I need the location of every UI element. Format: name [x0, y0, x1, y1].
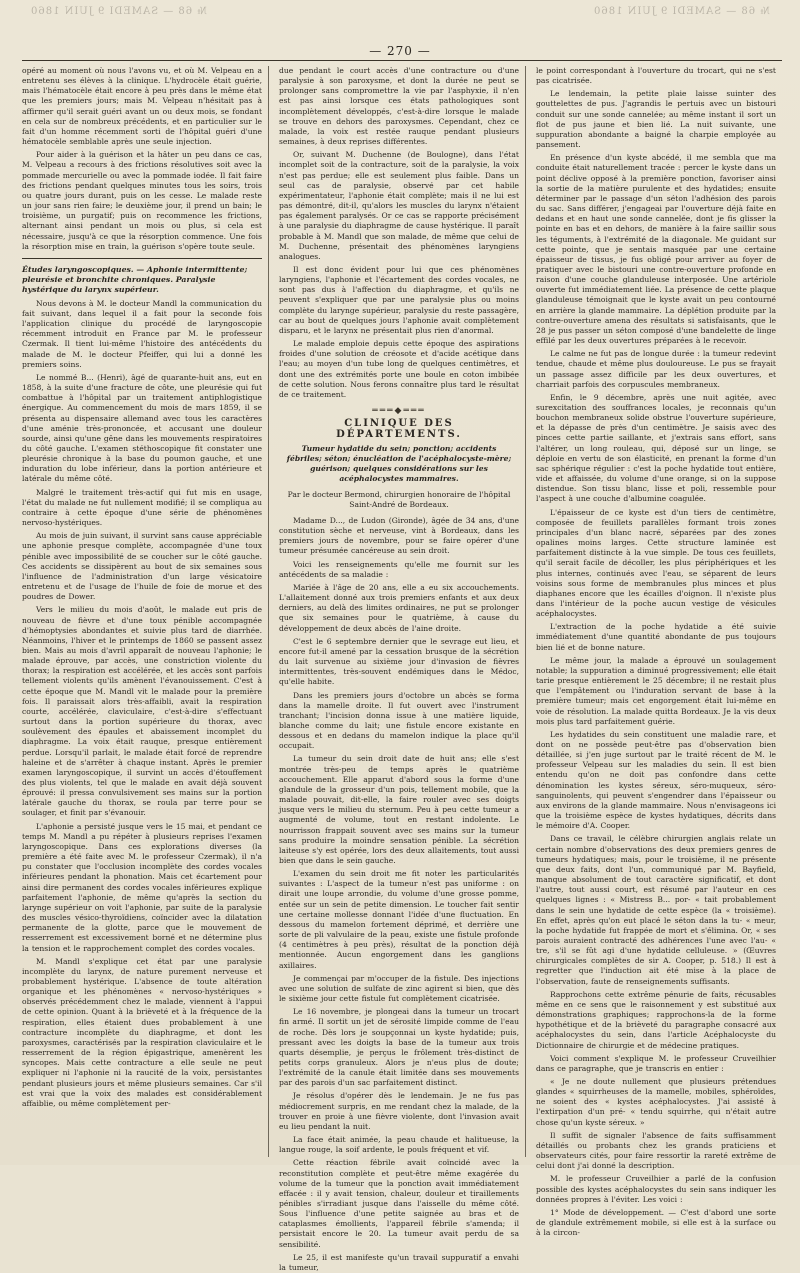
text-columns: [22, 66, 782, 1272]
ornament-divider: ═══◆═══: [372, 406, 426, 416]
column-3: [536, 66, 782, 1238]
paragraph: Voici comment s'explique M. le professeur Cruveilhier dans ce paragraphe, que je transcris en entier :: [536, 1053, 776, 1073]
paragraph: La tumeur du sein droit date de huit ans; elle s'est montrée très-peu de temps après le quatrième accouchement. Elle apparut d'abord sous la forme d'une glandule de la grosseur d'un pois, tellement mobile, que la malade pouvait, dit-elle, la faire rouler avec ses doigts jusque vers le milieu du sternum. Peu à peu cette tumeur a augmenté de volume, tout en restant indolente. Le nourrisson frappait souvent avec ses mains sur la tumeur sans produire la moindre sensation pénible. La sécrétion laiteuse s'y est opérée, lors des deux allaitements, tout aussi bien que dans le sein gauche.: [279, 754, 519, 865]
paragraph: Je résolus d'opérer dès le lendemain. Je ne fus pas médiocrement surpris, en me rendant chez la malade, de la trouver en proie à une fièvre violente, dont l'invasion avait eu lieu pendant la nuit.: [279, 1091, 519, 1131]
paragraph: Les hydatides du sein constituent une maladie rare, et dont on ne possède peut-être pas d'observation bien détaillée, si j'en juge surtout par le traité récent de M. le professeur Velpeau sur les maladies du sein. Il est bien entendu qu'on ne doit pas confondre dans cette dénomination les kystes séreux, séro-muqueux, séro-sanguinolents, qui peuvent s'engendrer dans l'épaisseur ou aux environs de la glande mammaire. Nous n'envisageons ici que la troisième espèce de kystes hydatiques, décrits dans le mémoire d'A. Cooper.: [536, 729, 776, 831]
column-2: [279, 66, 526, 1272]
paragraph: En présence d'un kyste abcédé, il me sembla que ma conduite était naturellement tracée : percer le kyste dans un point déclive opposé à la première ponction, favoriser ainsi la sortie de la matière purulente et des hydatides; ensuite déterminer par le passage d'un séton l'adhésion des parois du sac. Sans différer, j'engageai par l'ouverture déjà faite en dedans et en haut une sonde cannelée, dont je fis glisser la pointe en bas et en dehors, de manière à la faire saillir sous les téguments, à l'extrémité de la diagonale. Me guidant sur cette pointe, que je sentais masquée par une certaine épaisseur de tissus, je fus obligé pour arriver au foyer de pratiquer avec le bistouri une contre-ouverture profonde en raison d'une couche glanduleuse interposée. Une artériole ouverte fut immédiatement liée. La présence de cette plaque glanduleuse témoignait que le kyste avait un peu contourné en arrière la glande mammaire. La déplétion produite par la contre-ouverture amena des résultats si satisfaisants, que le 28 je pus passer un séton composé d'une bandelette de linge effilé par les deux ouvertures préparées à le recevoir.: [536, 153, 776, 346]
bleed-through-stamp-left: № 68 — SAMEDI 9 JUIN 1860: [30, 6, 207, 17]
paragraph: opéré au moment où nous l'avons vu, et où M. Velpeau en a entretenu ses élèves à la clinique. L'hydrocèle était guérie, mais l'hématocèle était encore à peu près dans le même état que les premiers jours; mais M. Velpeau n'hésitait pas à affirmer qu'il serait guéri avant un ou deux mois, se fondant en cela sur de nombreux précédents, et en particulier sur le fait d'un homme récemment sorti de l'hôpital guéri d'une hématocèle semblable après une seule injection.: [22, 66, 262, 147]
paragraph: Madame D..., de Ludon (Gironde), âgée de 34 ans, d'une constitution sèche et nerveuse, vint à Bordeaux, dans les premiers jours de novembre, pour se faire opérer d'une tumeur présumée cancéreuse au sein droit.: [279, 516, 519, 556]
article-subtitle: Tumeur hydatide du sein; ponction; accidents fébriles; séton; énucléation de l'acéphalocyste-mère; guérison; quelques considérations sur les acéphalocystes mammaires.: [286, 444, 512, 483]
paragraph: Dans ce travail, le célèbre chirurgien anglais relate un certain nombre d'observations des deux premiers genres de tumeurs hydatiques; mais, pour le troisième, il ne présente que deux faits, dont l'un, communiqué par M. Bayfield, manque absolument de tout caractère significatif, et dont l'autre, tout aussi court, est résumé par l'auteur en ces quelques lignes : « Mistress B... por- « tait probablement dans le sein une hydatide de cette espèce (la « troisième). En effet, après qu'on eut placé le séton dans la tu- « meur, la poche hydatide fut frappée de mort et s'élimina. Or, « ses parois auraient contracté des adhérences l'une avec l'au- « tre, s'il se fût agi d'une hydatide celluleuse. » (Œuvres chirurgicales complètes de sir A. Cooper, p. 518.) Il est à regretter que l'induction ait été mise à la place de l'observation, faute de renseignements suffisants.: [536, 834, 776, 986]
paragraph: Le 25, il est manifeste qu'un travail suppuratif a envahi la tumeur,: [279, 1252, 519, 1272]
column-1: [22, 66, 269, 1157]
paragraph: M. le professeur Cruveilhier a parlé de la confusion possible des kystes acéphalocystes du sein sans indiquer les données propres à l'éviter. Les voici :: [536, 1174, 776, 1204]
paragraph: La face était animée, la peau chaude et halitueuse, la langue rouge, la soif ardente, le pouls fréquent et vif.: [279, 1135, 519, 1155]
article-author: Par le docteur Bermond, chirurgien honoraire de l'hôpital Saint-André de Bordeaux.: [287, 490, 511, 509]
section-rule: [22, 258, 262, 259]
paragraph: M. Mandl s'explique cet état par une paralysie incomplète du larynx, de nature purement nerveuse et probablement hystérique. L'absence de toute altération organique et les phénomènes « nervoso-hystériques » observés précédemment chez le malade, viennent à l'appui de cette opinion. Quant à la brièveté et à la fréquence de la respiration, elles étaient dues probablement à une contracture incomplète du diaphragme, et dont les paroxysmes, caractérisés par la respiration claviculaire et le resserrement de la région épigastrique, amenèrent les syncopes. Mais cette contracture a elle seule ne peut expliquer ni l'aphonie ni la raucité de la voix, persistantes pendant plusieurs jours et même plusieurs semaines. Car s'il est vrai que la voix des malades est considérablement affaiblie, ou même complètement per-: [22, 956, 262, 1108]
paragraph: Vers le milieu du mois d'août, le malade eut pris de nouveau de fièvre et d'une toux pénible accompagnée d'hémoptysies abondantes et suivie plus tard de diarrhée. Néanmoins, l'hiver et le printemps de 1860 se passent assez bien. Mais au mois d'avril apparaît de nouveau l'aphonie; le malade éprouve, par accès, une constriction violente du thorax; la respiration est accélérée, et les accès sont parfois tellement violents qu'ils amènent l'évanouissement. C'est à cette époque que M. Mandl vit le malade pour la première fois. Il paraissait alors très-affaibli, avait la respiration courte, accélérée, claviculaire, c'est-à-dire s'effectuant surtout dans la portion supérieure du thorax, avec soulèvement des épaules et abaissement incomplet du diaphragme. La voix était rauque, presque entièrement perdue. Lorsqu'il parlait, le malade était forcé de reprendre haleine et de s'arrêter à chaque instant. Après le premier examen laryngoscopique, il survint un accès d'étouffement des plus violents, tel que le malade en avait déjà souvent éprouvé: il pressa convulsivement ses mains sur la portion latérale gauche du thorax, se roula par terre pour se soulager, et finit par s'évanouir.: [22, 605, 262, 818]
paragraph: Mariée à l'âge de 20 ans, elle a eu six accouchements. L'allaitement donné aux trois premiers enfants et aux deux derniers, au delà des limites ordinaires, ne put se prolonger que six semaines pour le quatrième, à cause du développement de deux abcès de l'aine droite.: [279, 582, 519, 633]
paragraph: Il suffit de signaler l'absence de faits suffisamment détaillés ou probants chez les grands praticiens et observateurs cités, pour faire ressortir la rareté extrême de celui dont j'ai donné la description.: [536, 1130, 776, 1171]
paragraph: Dans les premiers jours d'octobre un abcès se forma dans la mamelle droite. Il fut ouvert avec l'instrument tranchant; l'incision donna issue à une matière liquide, blanche comme du lait; une fistule encore existante en dessous et en dedans du mamelon indique la place qu'il occupait.: [279, 690, 519, 751]
paragraph: Enfin, le 9 décembre, après une nuit agitée, avec surexcitation des souffrances locales, je reconnais qu'un bouchon membraneux solide obstrue l'ouverture supérieure, et la dépasse de près d'un centimètre. Je saisis avec des pinces cette partie saillante, et j'extrais sans effort, sans l'altérer, un long rouleau, qui, déposé sur un linge, se déploie en vertu de son élasticité, en prenant la forme d'un sac sphérique régulier : c'est la poche hydatide tout entière, vide et affaissée, du volume d'une orange, si on la suppose distendue. Son tissu blanc, lisse et poli, ressemble pour l'aspect à une couche d'albumine coagulée.: [536, 392, 776, 504]
paragraph: Il est donc évident pour lui que ces phénomènes laryngiens, l'aphonie et l'écartement des cordes vocales, ne sont pas dus à l'affection du diaphragme, et qu'ils ne peuvent s'expliquer que par une paralysie plus ou moins complète du larynge supérieur, paralysie du reste passagère, car au bout de quelques jours l'aphonie avait complètement disparu, et le larynx ne présentait plus rien d'anormal.: [279, 264, 519, 335]
paragraph: Le même jour, la malade a éprouvé un soulagement notable; la suppuration a diminué progressivement; elle était tarie presque entièrement le 25 décembre; il ne restait plus que l'empâtement ou l'induration servant de base à la première tumeur; mais cet engorgement était lui-même en voie de résolution. La malade quitta Bordeaux. Je la vis deux mois plus tard parfaitement guérie.: [536, 655, 776, 726]
paragraph: L'extraction de la poche hydatide a été suivie immédiatement d'une quantité abondante de pus toujours bien lié et de bonne nature.: [536, 622, 776, 652]
paragraph: Le lendemain, la petite plaie laisse suinter des gouttelettes de pus. J'agrandis le pertuis avec un bistouri conduit sur une sonde cannelée; au même instant il sort un flot de pus jaune et bien lié. La nuit suivante, une suppuration abondante a baigné la charpie employée au pansement.: [536, 89, 776, 150]
paragraph: L'épaisseur de ce kyste est d'un tiers de centimètre, composée de feuillets parallèles formant trois zones principales d'un blanc nacré, séparées par des zones opalines moins larges. Cette structure laminée est parfaitement distincte à la vue simple. De tous ces feuillets, qu'il serait facile de décoller, les plus périphériques et les plus internes, continués avec l'eau, se séparent de leurs voisins sous forme de membranules plus minces et plus diaphanes encore que les écailles d'oignon. Il n'existe plus dans l'intérieur de la poche aucun vestige de vésicules acéphalocystes.: [536, 507, 776, 619]
paragraph: Rapprochons cette extrême pénurie de faits, récusables même en ce sens que le raisonnement y est substitué aux démonstrations graphiques; rapprochons-la de la forme hypothétique et de la brièveté du paragraphe consacré aux acéphalocystes du sein, dans l'article Acéphalocyste du Dictionnaire de chirurgie et de médecine pratiques.: [536, 989, 776, 1050]
paragraph: Au mois de juin suivant, il survint sans cause appréciable une aphonie presque complète, accompagnée d'une toux pénible avec impossibilité de se coucher sur le côté gauche. Ces accidents se dissipèrent au bout de six semaines sous l'influence de l'administration d'un large vésicatoire entretenu et de l'usage de l'huile de foie de morue et des poudres de Dower.: [22, 531, 262, 602]
paragraph: Or, suivant M. Duchenne (de Boulogne), dans l'état incomplet soit de la contracture, soit de la paralysie, la voix n'est pas perdue; elle est seulement plus faible. Dans un seul cas de paralysie, observé par cet habile expérimentateur, l'aphonie était complète; mais il ne lui est pas démontré, dit-il, qu'alors les muscles du larynx n'étaient pas également paralysés. Or ce cas se rapporte précisément à une paralysie du diaphragme de cause hystérique. Il paraît probable à M. Mandl que son malade, de même que celui de M. Duchenne, présentait des phénomènes laryngiens analogues.: [279, 150, 519, 261]
paragraph: Pour aider à la guérison et la hâter un peu dans ce cas, M. Velpeau a recours à des frictions résolutives soit avec la pommade mercurielle ou avec la pommade iodée. Il fait faire des frictions pendant quelques minutes tous les soirs, trois ou quatre jours durant, puis on les cesse. Le malade reste un jour sans rien faire; le deuxième jour, il prend un bain; le troisième, un purgatif; puis on recommence les frictions, alternant ainsi pendant un mois ou plus, si cela est nécessaire, jusqu'à ce que la résorption commence. Une fois la résorption mise en train, la guérison s'opère toute seule.: [22, 150, 262, 251]
page-number: — 270 —: [369, 44, 431, 58]
paragraph: « Je ne doute nullement que plusieurs prétendues glandes « squirrheuses de la mamelle, mobiles, sphéroïdes, ne soient des « kystes acéphalocystes. J'ai assisté à l'extirpation d'un pré- « tendu squirrhe, qui n'était autre chose qu'un kyste séreux. »: [536, 1077, 776, 1127]
paragraph: Nous devons à M. le docteur Mandl la communication du fait suivant, dans lequel il a fait pour la seconde fois l'application clinique du procédé de laryngoscopie récemment introduit en France par M. le professeur Czermak. Il tient lui-même l'histoire des antécédents du malade de M. le docteur Pfeiffer, qui lui a donné les premiers soins.: [22, 298, 262, 369]
department-heading: CLINIQUE DES DÉPARTEMENTS.: [336, 418, 462, 440]
paragraph: Le calme ne fut pas de longue durée : la tumeur redevint tendue, chaude et même plus douloureuse. Le pus se frayait un passage assez difficile par les deux ouvertures, et charriait parfois des corpuscules membraneux.: [536, 349, 776, 389]
paragraph: C'est le 6 septembre dernier que le sevrage eut lieu, et encore fut-il amené par la cessation brusque de la sécrétion du lait survenue au sixième jour d'invasion de fièvres intermittentes, très-souvent endémiques dans le Médoc, qu'elle habite.: [279, 636, 519, 687]
paragraph: Le malade emploie depuis cette époque des aspirations froides d'une solution de créosote et d'acide acétique dans l'eau; au moyen d'un tube long de quelques centimètres, et dont une des extrémités porte une boule en coton imbibée de cette solution. Nous ferons connaître plus tard le résultat de ce traitement.: [279, 339, 519, 399]
bleed-through-stamp-right: № 68 — SAMEDI 9 JUIN 1860: [593, 6, 770, 17]
paragraph: Le 16 novembre, je plongeai dans la tumeur un trocart fin armé. Il sortit un jet de sérosité limpide comme de l'eau de roche. Dès lors je soupçonnai un kyste hydatide; puis, pressant avec les doigts la base de la tumeur aux trois quarts désemplie, je perçus le frôlement très-distinct de petits corps granuleux. Alors je n'eus plus de doute; l'extrémité de la canule était limitée dans ses mouvements par des parois d'un sac parfaitement distinct.: [279, 1007, 519, 1088]
section-title: Études laryngoscopiques. — Aphonie intermittente; pleurésie et bronchite chroniques. Paralysie hystérique du larynx supérieur.: [22, 264, 248, 294]
top-rule: [22, 60, 782, 61]
paragraph: L'aphonie a persisté jusque vers le 15 mai, et pendant ce temps M. Mandl a pu répéter à plusieurs reprises l'examen laryngoscopique. Dans ces explorations diverses (la première a été faite avec M. le professeur Czermak), il n'a pu constater que l'occlusion incomplète des cordes vocales inférieures pendant la phonation. Mais cet écartement pour ainsi dire permanent des cordes vocales inférieures explique parfaitement l'aphonie, de même qu'après la section du larynge supérieur on voit l'aphonie, par suite de la paralysie des muscles vésico-thyroïdiens, coïncider avec la dilatation permanente de la glotte, parce que le mouvement de resserrement est excessivement borné et ne détermine plus la tension et le rapprochement complet des cordes vocales.: [22, 821, 262, 953]
paragraph: Cette réaction fébrile avait coïncidé avec la reconstitution complète et peut-être même exagérée du volume de la tumeur que la ponction avait immédiatement effacée : il y avait tension, chaleur, douleur et tiraillements pénibles s'irradiant jusque dans l'aisselle du même côté. Sous l'influence d'une petite saignée au bras et de cataplasmes émollients, l'appareil fébrile s'amenda; il persistait encore le 20. La tumeur avait perdu de sa sensibilité.: [279, 1158, 519, 1249]
paragraph: Je commençai par m'occuper de la fistule. Des injections avec une solution de sulfate de zinc agirent si bien, que dès le sixième jour cette fistule fut complètement cicatrisée.: [279, 973, 519, 1004]
paragraph: Malgré le traitement très-actif qui fut mis en usage, l'état du malade ne fut nullement modifié; il se compliqua au contraire à cette époque d'une série de phénomènes nervoso-hystériques.: [22, 487, 262, 528]
paragraph: Le nommé B... (Henri), âgé de quarante-huit ans, eut en 1858, à la suite d'une fracture de côte, une pleurésie qui fut combattue à l'hôpital par un traitement antiphlogistique énergique. Au commencement du mois de mars 1859, il se présenta au dispensaire allemand avec tous les caractères d'une aménie très-prononcée, et accusant une douleur sourde, ainsi qu'une gêne dans les mouvements respiratoires du côté gauche. L'examen stéthoscopique fit constater une pleurésie chronique à la base du poumon gauche, et une induration du lobe inférieur, dans la portion antérieure et latérale du même côté.: [22, 372, 262, 484]
paragraph: 1° Mode de développement. — C'est d'abord une sorte de glandule extrêmement mobile, si elle est à la surface ou à la circon-: [536, 1207, 776, 1238]
paragraph: L'examen du sein droit me fit noter les particularités suivantes : L'aspect de la tumeur n'est pas uniforme : on dirait une loupe arrondie, du volume d'une grosse pomme, entée sur un sein de petite dimension. Le toucher fait sentir une certaine mollesse donnant l'idée d'une fluctuation. En dessous du mamelon fortement déprimé, et derrière une sorte de pli valvulaire de la peau, existe une fistule profonde (4 centimètres à peu près), résultat de la ponction déjà mentionnée. Aucun engorgement dans les ganglions axillaires.: [279, 869, 519, 970]
paragraph: due pendant le court accès d'une contracture ou d'une paralysie à son paroxysme, et dont la durée ne peut se prolonger sans compromettre la vie par l'asphyxie, il n'en est pas ainsi lorsque ces états pathologiques sont incomplètement développés, c'est-à-dire lorsque le malade se trouve en dehors des paroxysmes. Cependant, chez ce malade, la voix est restée rauque pendant plusieurs semaines, à deux reprises différentes.: [279, 66, 519, 147]
paragraph: Voici les renseignements qu'elle me fournit sur les antécédents de sa maladie :: [279, 559, 519, 579]
paragraph: le point correspondant à l'ouverture du trocart, qui ne s'est pas cicatrisée.: [536, 66, 776, 86]
